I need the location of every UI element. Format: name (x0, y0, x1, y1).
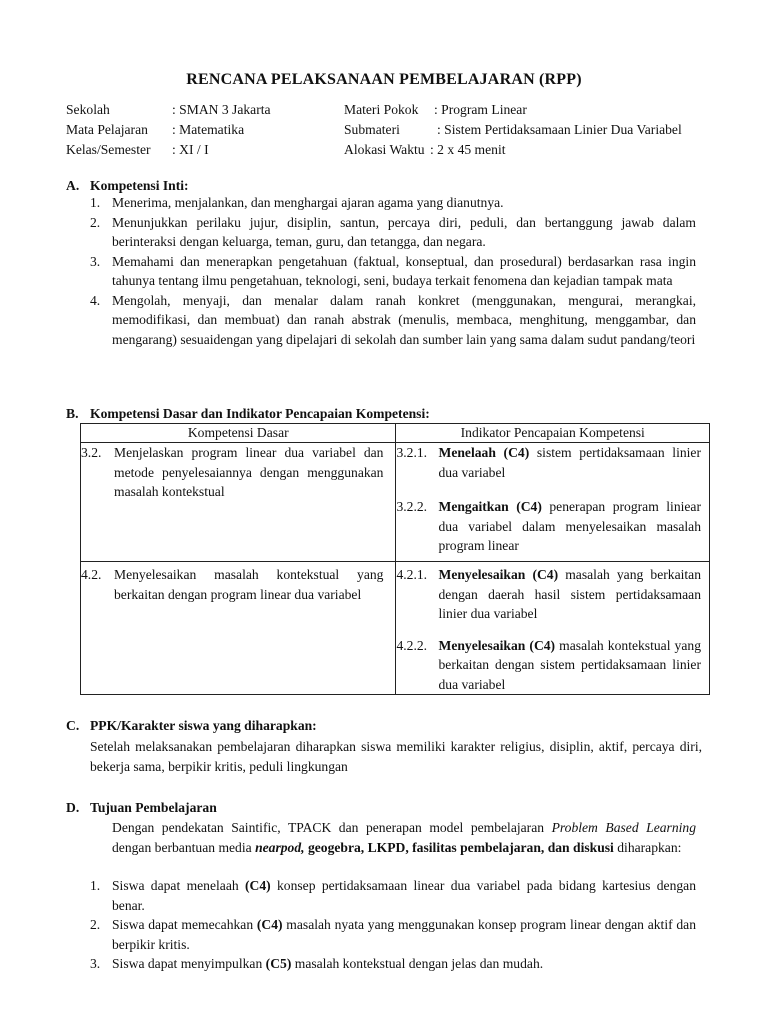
info-subject (66, 120, 244, 140)
column-header-kd: Kompetensi Dasar (81, 424, 396, 443)
list-item: 3. Siswa dapat menyimpulkan (C5) masalah kontekstual dengan jelas dan mudah. (90, 956, 544, 971)
info-value: : 2 x 45 menit (430, 142, 506, 157)
table-row (81, 443, 710, 562)
info-school (66, 100, 271, 120)
list-item: 2. Siswa dapat memecahkan (C4) masalah nyata yang menggunakan konsep program linear dengan aktif dan berpikir kritis. (90, 917, 696, 952)
list-item: 1. Siswa dapat menelaah (C4) konsep pertidaksamaan linear dua variabel pada bidang kartesius dengan benar. (90, 878, 696, 913)
info-time-allocation (344, 140, 506, 160)
list-item: 4. Mengolah, menyaji, dan menalar dalam ranah konkret (menggunakan, mengurai, merangkai, memodifikasi, dan membuat) dan ranah abstrak (menulis, membaca, menghitung, menggambar, dan mengarang) sesuaidengan yang dipelajari di sekolah dan sumber lain yang sama dalam sudut pandang/teori (90, 292, 696, 347)
section-d-heading: D. Tujuan Pembelajaran (66, 800, 217, 815)
list-item: 1. Menerima, menjalankan, dan menghargai ajaran agama yang dianutnya. (90, 195, 504, 210)
indicator-item: 4.2.2. Menyelesaikan (C4) masalah kontekstual yang berkaitan dengan sistem pertidaksamaan linier dua variabel (396, 637, 701, 692)
list-item: 3. Memahami dan menerapkan pengetahuan (faktual, konseptual, dan prosedural) berdasarkan rasa ingin tahunya tentang ilmu pengetahuan, teknologi, seni, budaya terkait fenomena dan kejadian tampak mata (90, 253, 696, 288)
document-title: RENCANA PELAKSANAAN PEMBELAJARAN (RPP) (186, 71, 582, 88)
core-competency-list (90, 193, 696, 349)
info-label: Sekolah (66, 102, 110, 117)
info-value: : Matematika (172, 122, 245, 137)
info-submaterial (344, 120, 682, 140)
info-class-semester (66, 140, 209, 160)
indicator-item: 3.2.1. Menelaah (C4) sistem pertidaksamaan linier dua variabel (396, 445, 701, 480)
section-b-heading: B. Kompetensi Dasar dan Indikator Pencapaian Kompetensi: (66, 406, 430, 421)
column-header-indicator: Indikator Pencapaian Kompetensi (396, 424, 710, 443)
indicator-item: 4.2.1. Menyelesaikan (C4) masalah yang berkaitan dengan daerah hasil sistem pertidaksamaan linier dua variabel (396, 567, 701, 621)
info-label: Mata Pelajaran (66, 122, 148, 137)
indicator-item: 3.2.2. Mengaitkan (C4) penerapan program liniear dua variabel dalam menyelesaikan masalah program linear (396, 499, 701, 553)
section-c-heading: C. PPK/Karakter siswa yang diharapkan: (66, 718, 317, 733)
info-value: : Program Linear (434, 102, 527, 117)
objectives-list (90, 876, 696, 974)
info-label: Materi Pokok (344, 102, 419, 117)
character-paragraph: Setelah melaksanakan pembelajaran diharapkan siswa memiliki karakter religius, disiplin, aktif, percaya diri, bekerja sama, berpikir kritis, peduli lingkungan (90, 739, 702, 774)
section-a-heading: A. Kompetensi Inti: (66, 178, 189, 193)
competency-table (80, 423, 710, 695)
list-item: 2. Menunjukkan perilaku jujur, disiplin, santun, percaya diri, peduli, dan bertanggung jawab dalam berinteraksi dengan keluarga, teman, guru, dan tetangga, dan negara. (90, 214, 696, 249)
info-value: : Sistem Pertidaksamaan Linier Dua Variabel (437, 122, 682, 137)
info-value: : SMAN 3 Jakarta (172, 102, 271, 117)
kd-item: 4.2. Menyelesaikan masalah kontekstual yang berkaitan dengan program linear dua variabel (81, 567, 384, 602)
table-row (81, 562, 710, 695)
kd-item: 3.2. Menjelaskan program linear dua variabel dan metode penyelesaiannya dengan menggunakan masalah kontekstual (81, 445, 384, 499)
info-main-material (344, 100, 527, 120)
objectives-intro: Dengan pendekatan Saintific, TPACK dan penerapan model pembelajaran Problem Based Learning dengan berbantuan media nearpod, geogebra, LKPD, fasilitas pembelajaran, dan diskusi diharapkan: (112, 820, 696, 855)
info-value: : XI / I (172, 142, 209, 157)
info-label: Submateri (344, 122, 400, 137)
info-label: Kelas/Semester (66, 142, 151, 157)
info-label: Alokasi Waktu (344, 142, 425, 157)
